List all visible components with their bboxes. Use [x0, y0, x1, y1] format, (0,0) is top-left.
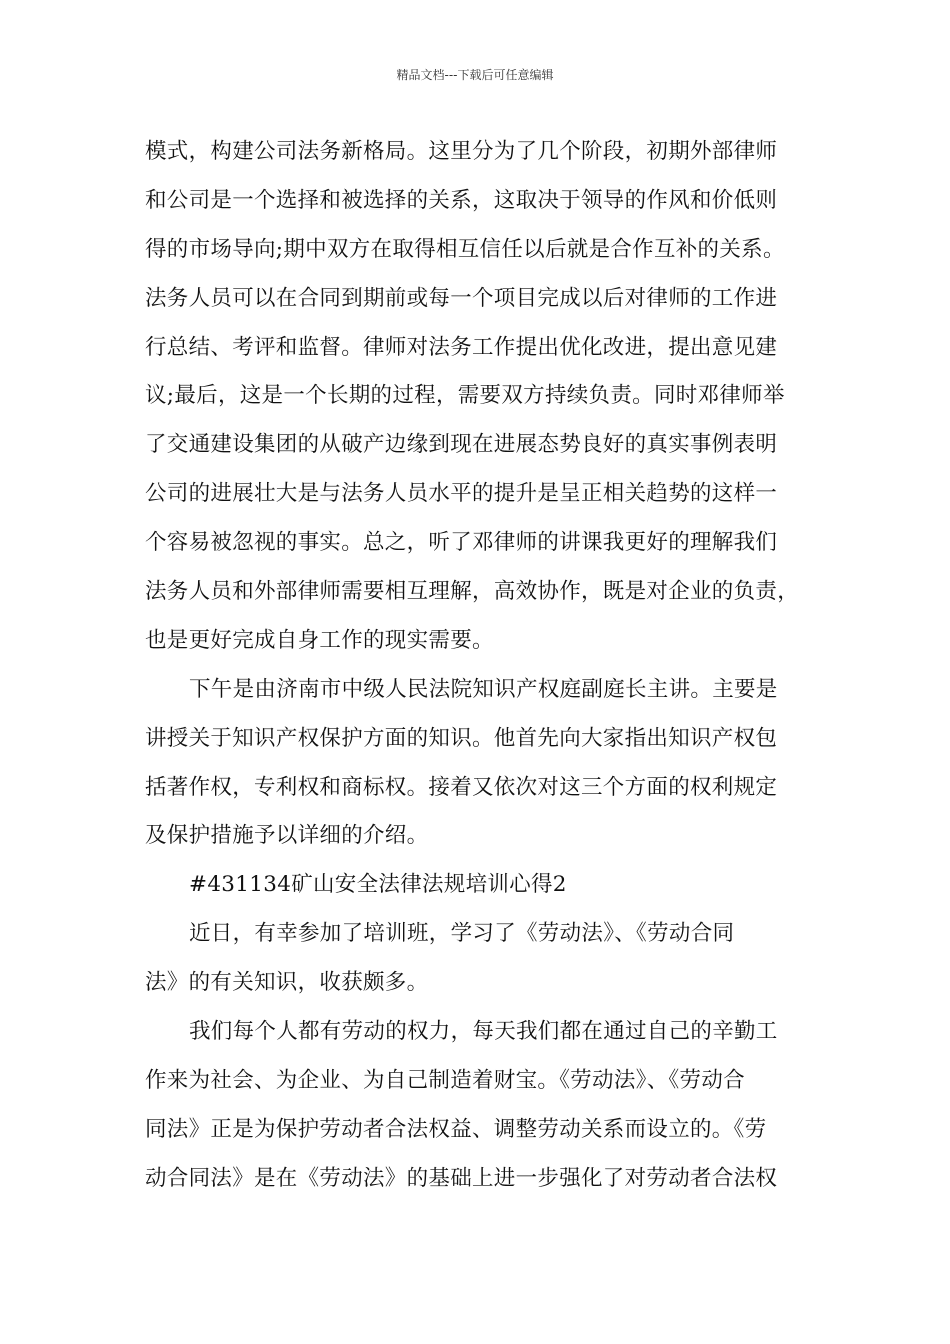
paragraph-line: 和公司是一个选择和被选择的关系，这取决于领导的作风和价低则: [145, 187, 778, 213]
paragraph-line: 了交通建设集团的从破产边缘到现在进展态势良好的真实事例表明: [145, 432, 778, 458]
paragraph-line: 近日，有幸参加了培训班，学习了《劳动法》、《劳动合同: [189, 921, 735, 947]
paragraph-line: 模式，构建公司法务新格局。这里分为了几个阶段，初期外部律师: [145, 139, 778, 164]
paragraph-line: 同法》正是为保护劳动者合法权益、调整劳动关系而设立的。《劳: [145, 1116, 767, 1142]
paragraph-line: 下午是由济南市中级人民法院知识产权庭副庭长主讲。主要是: [189, 676, 778, 702]
paragraph-line: 讲授关于知识产权保护方面的知识。他首先向大家指出知识产权包: [145, 725, 778, 751]
paragraph-line: 个容易被忽视的事实。总之，听了邓律师的讲课我更好的理解我们: [145, 530, 778, 556]
paragraph-line: 及保护措施予以详细的介绍。: [145, 823, 429, 849]
section-heading: #431134矿山安全法律法规培训心得2: [189, 872, 567, 898]
paragraph-line: 我们每个人都有劳动的权力，每天我们都在通过自己的辛勤工: [189, 1019, 778, 1045]
paragraph-line: 也是更好完成自身工作的现实需要。: [145, 627, 494, 653]
paragraph-line: 法务人员和外部律师需要相互理解，高效协作，既是对企业的负责，: [145, 579, 800, 605]
paragraph-line: 公司的进展壮大是与法务人员水平的提升是呈正相关趋势的这样一: [145, 481, 778, 507]
paragraph-line: 议;最后，这是一个长期的过程，需要双方持续负责。同时邓律师举: [145, 383, 785, 409]
page-header: 精品文档---下载后可任意编辑: [396, 68, 554, 82]
paragraph-line: 括著作权，专利权和商标权。接着又依次对这三个方面的权利规定: [145, 774, 778, 800]
paragraph-line: 得的市场导向;期中双方在取得相互信任以后就是合作互补的关系。: [145, 236, 785, 262]
document-body: [145, 128, 825, 1204]
paragraph-line: 动合同法》是在《劳动法》的基础上进一步强化了对劳动者合法权: [145, 1165, 778, 1191]
paragraph-line: 法务人员可以在合同到期前或每一个项目完成以后对律师的工作进: [145, 285, 778, 311]
paragraph-line: 法》的有关知识，收获颇多。: [145, 970, 429, 996]
paragraph-line: 作来为社会、为企业、为自己制造着财宝。《劳动法》、《劳动合: [145, 1067, 745, 1093]
paragraph-line: 行总结、考评和监督。律师对法务工作提出优化改进，提出意见建: [145, 334, 778, 360]
